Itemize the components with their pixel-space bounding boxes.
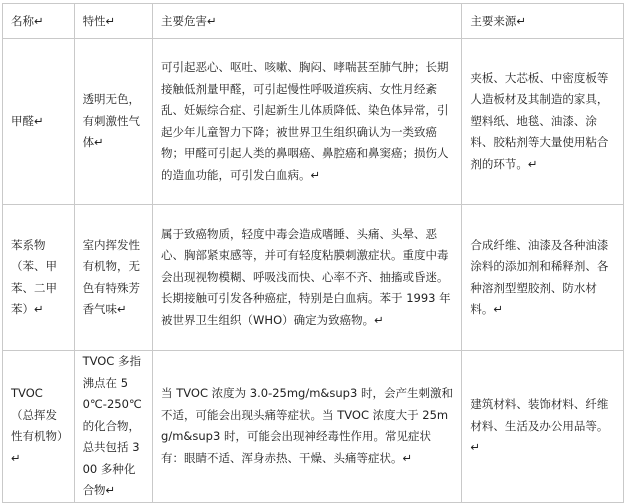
row-property: 室内挥发性有机物，无色有特殊芳香气味↵ bbox=[74, 205, 152, 351]
row-name: TVOC（总挥发性有机物）↵ bbox=[3, 351, 75, 503]
row-source: 夹板、大芯板、中密度板等人造板材及其制造的家具，塑料纸、地毯、油漆、涂料、胶粘剂等大量使用粘合剂的环节。↵ bbox=[462, 39, 624, 205]
table-row bbox=[3, 205, 624, 351]
row-harm: 可引起恶心、呕吐、咳嗽、胸闷、哮喘甚至肺气肿；长期接触低剂量甲醛，可引起慢性呼吸道疾病、女性月经紊乱、妊娠综合症、引起新生儿体质降低、染色体异常，引起少年儿童智力下降；被世界卫生组织确认为一类致癌物；甲醛可引起人类的鼻咽癌、鼻腔癌和鼻窦癌；损伤人的造血功能，可引发白血病。↵ bbox=[153, 39, 462, 205]
pollutant-table bbox=[2, 3, 624, 503]
row-source: 合成纤维、油漆及各种油漆涂料的添加剂和稀释剂、各种溶剂型塑胶剂、防水材料。↵ bbox=[462, 205, 624, 351]
row-property: 透明无色，有刺激性气体↵ bbox=[74, 39, 152, 205]
header-harm: 主要危害↵ bbox=[153, 4, 462, 39]
header-name: 名称↵ bbox=[3, 4, 75, 39]
table-header-row bbox=[3, 4, 624, 39]
row-harm: 当 TVOC 浓度为 3.0-25mg/m&sup3 时，会产生刺激和不适，可能会出现头痛等症状。当 TVOC 浓度大于 25mg/m&sup3 时，可能会出现神经毒性作用。常见症状有：眼睛不适、浑身赤热、干燥、头痛等症状。↵ bbox=[153, 351, 462, 503]
table-row bbox=[3, 39, 624, 205]
row-source: 建筑材料、装饰材料、纤维材料、生活及办公用品等。↵ bbox=[462, 351, 624, 503]
row-harm: 属于致癌物质，轻度中毒会造成嗜睡、头痛、头晕、恶心、胸部紧束感等，并可有轻度粘膜刺激症状。重度中毒会出现视物模糊、呼吸浅而快、心率不齐、抽搐或昏迷。长期接触可引发各种癌症，特别是白血病。苯于 1993 年被世界卫生组织（WHO）确定为致癌物。↵ bbox=[153, 205, 462, 351]
header-property: 特性↵ bbox=[74, 4, 152, 39]
row-name: 甲醛↵ bbox=[3, 39, 75, 205]
row-name: 苯系物（苯、甲苯、二甲苯）↵ bbox=[3, 205, 75, 351]
row-property: TVOC 多指沸点在 50℃-250℃的化合物，总共包括 300 多种化合物↵ bbox=[74, 351, 152, 503]
header-source: 主要来源↵ bbox=[462, 4, 624, 39]
table-row bbox=[3, 351, 624, 503]
